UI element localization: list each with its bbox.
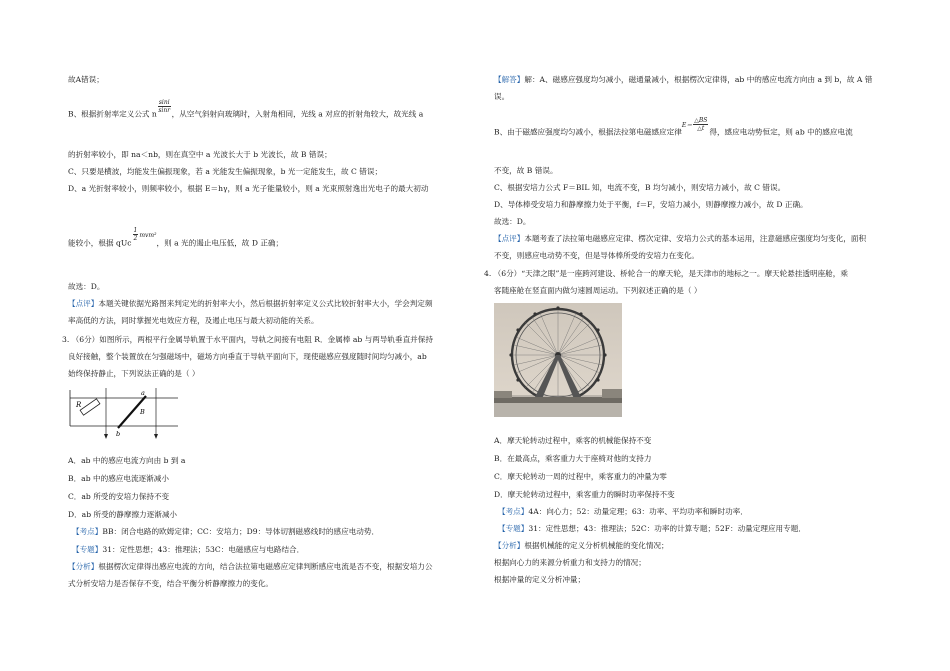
left-line-07: 故选：D。 [68, 282, 105, 291]
field-arrow-head [104, 434, 108, 439]
text-segment: ，从空气斜射向玻璃时，入射角相同，光线 a 对应的折射角较大，故光线 a [171, 109, 424, 119]
text-segment: 根据机械能的定义分析机械能的变化情况； [524, 541, 669, 550]
q4-option-a: A．摩天轮转动过程中，乘客的机械能保持不变 [494, 436, 652, 445]
comment-tag: 【点评】 [68, 299, 99, 308]
fenxi-tag: 【分析】 [494, 541, 525, 550]
q4-option-c: C．摩天轮转动一周的过程中，乘客重力的冲量为零 [494, 472, 667, 481]
zhuanti-tag: 【专题】 [72, 545, 103, 554]
q4-option-b: B．在最高点，乘客重力大于座椅对他的支持力 [494, 454, 652, 463]
text-segment: 本题考查了法拉第电磁感应定律、楞次定律、安培力公式的基本运用，注意磁感应强度均匀变化，面积 [524, 234, 867, 243]
label-B: B [140, 408, 145, 416]
q3-fenxi-line-2: 式分析安培力是否保存不变，结合平衡分析静摩擦力的变化。 [68, 579, 274, 588]
question-3-line-2: 良好接触，整个装置放在匀强磁场中，磁场方向垂直于导轨平面向下，现使磁感应强度随时间均匀减小，ab [68, 352, 427, 361]
label-b: b [116, 430, 121, 438]
question-3-line-1: 3. （6分）如图所示，两根平行金属导轨置于水平面内，导轨之间接有电阻 R．金属棒 ab 与两导轨垂直并保持 [62, 335, 433, 344]
text-segment: 能较小，根据 qUc [68, 238, 132, 248]
text-segment: 根据楞次定律得出感应电流的方向，结合法拉第电磁感应定律判断感应电流是否不变，根据安培力公 [98, 562, 433, 571]
q3-zhuanti [72, 545, 304, 555]
faraday-fraction [693, 117, 708, 132]
left-line-05: D、a 光折射率较小，则频率较小，根据 E＝hγ，则 a 光子能量较小，则 a 光束照射逸出光电子的最大初动 [68, 184, 429, 193]
label-R: R [76, 401, 82, 409]
q4-fenxi-line-2: 根据向心力的来源分析重力和支持力的情况； [494, 558, 646, 567]
fraction-numerator: △BS [694, 117, 708, 124]
fraction-denominator: 2 [133, 235, 138, 242]
left-line-04: C、只要是横波，均能发生偏振现象，若 a 光能发生偏振现象，b 光一定能发生，故 C 错误； [68, 167, 383, 176]
text-segment: 本题关键依据光路图来判定光的折射率大小，然后根据折射率定义公式比较折射率大小，学会判定频 [98, 299, 433, 308]
shore-building [494, 391, 512, 398]
zhuanti-tag: 【专题】 [498, 524, 529, 533]
text-segment: 解：A、磁感应强度均匀减小，磁通量减小，根据楞次定律得，ab 中的感应电流方向由 a 到 b，故 A 错 [524, 75, 873, 84]
river-water [494, 403, 622, 417]
q3-option-d: D．ab 所受的静摩擦力逐渐减小 [68, 510, 178, 519]
right-line-c: C、根据安培力公式 F＝BIL 知，电流不变，B 均匀减小，则安培力减小，故 C 错误。 [494, 183, 786, 192]
snell-fraction [158, 99, 171, 114]
question-3-line-3: 始终保持静止，下列说法正确的是（ ） [68, 369, 200, 378]
fraction-numerator: 1 [133, 227, 138, 234]
right-line-select: 故选：D。 [494, 217, 531, 226]
text-segment: 4A：向心力；52：动量定理；63：功率、平均功率和瞬时功率． [528, 507, 748, 516]
text-segment: BB：闭合电路的欧姆定律；CC：安培力；D9：导体切割磁感线时的感应电动势． [102, 527, 380, 536]
text-segment: 31：定性思想；43：推理法；53C：电磁感应与电路结合． [102, 545, 305, 554]
right-jieda-line-1 [494, 75, 872, 85]
text-segment: B、根据折射率定义公式 n [68, 109, 157, 119]
q4-fenxi-line-1 [494, 541, 669, 551]
left-line-02 [68, 99, 424, 122]
text-segment: ，则 a 光的遏止电压低，故 D 正确； [156, 238, 284, 248]
fraction-denominator: sinr [158, 107, 171, 114]
text-segment: 得，感应电动势恒定，则 ab 中的感应电流 [709, 127, 853, 137]
formula-lhs: E＝ [681, 121, 693, 129]
formula-tail: mvm² [139, 231, 157, 239]
label-a: a [141, 389, 145, 397]
q4-kaodian [498, 507, 748, 517]
q3-option-b: B．ab 中的感应电流逐渐减小 [68, 474, 169, 483]
rail-circuit-figure [66, 386, 186, 442]
resistor [80, 399, 100, 415]
left-line-08 [68, 299, 433, 309]
right-pingping-line-1 [494, 234, 866, 244]
kinetic-energy-fraction [133, 227, 139, 242]
question-4-line-2: 客随座舱在竖直面内做匀速圆周运动。下列叙述正确的是（ ） [494, 286, 702, 295]
text-segment: 31：定性思想；43：推理法；52C：功率的计算专题；52F：动量定理应用专题． [528, 524, 806, 533]
fraction-numerator: sini [158, 99, 170, 106]
left-line-03: 的折射率较小，即 na＜nb，则在真空中 a 光波长大于 b 光波长，故 B 错误； [68, 150, 332, 159]
text-segment: B、由于磁感应强度均匀减小，根据法拉第电磁感应定律 [494, 127, 682, 137]
comment-tag: 【点评】 [494, 234, 525, 243]
right-line-b2: 不变，故 B 错误。 [494, 166, 558, 175]
left-line-06 [68, 227, 284, 251]
q3-kaodian [72, 527, 379, 537]
q3-option-a: A．ab 中的感应电流方向由 b 到 a [68, 456, 186, 465]
right-line-b1 [494, 117, 853, 140]
q4-fenxi-line-3: 根据冲量的定义分析冲量； [494, 575, 586, 584]
q4-option-d: D．摩天轮转动过程中，乘客重力的瞬时功率保持不变 [494, 490, 675, 499]
right-pingping-line-2: 不变，则感应电动势不变，但是导体棒所受的安培力在变化。 [494, 251, 700, 260]
field-arrow-head [154, 434, 158, 439]
left-line-09: 率高低的方法，同时掌握光电效应方程，及遏止电压与最大初动能的关系。 [68, 316, 319, 325]
right-line-d: D、导体棒受安培力和静摩擦力处于平衡，f＝F，安培力减小，则静摩擦力减小，故 D 正确。 [494, 200, 808, 209]
kaodian-tag: 【考点】 [72, 527, 103, 536]
left-line-01: 故A错误； [68, 75, 104, 84]
q3-fenxi-line-1 [68, 562, 433, 572]
q4-zhuanti [498, 524, 806, 534]
fraction-denominator: △t [697, 125, 705, 132]
q3-option-c: C．ab 所受的安培力保持不变 [68, 492, 170, 501]
fenxi-tag: 【分析】 [68, 562, 99, 571]
kaodian-tag: 【考点】 [498, 507, 529, 516]
tianjin-eye-photo [494, 303, 622, 417]
right-jieda-line-2: 误。 [494, 92, 510, 101]
question-4-line-1: 4. （6分）“天津之眼”是一座跨河建设、桥轮合一的摩天轮，是天津市的地标之一。摩天轮悬挂透明座舱，乘 [484, 269, 848, 278]
shore-building [602, 389, 622, 398]
jieda-tag: 【解答】 [494, 75, 525, 84]
